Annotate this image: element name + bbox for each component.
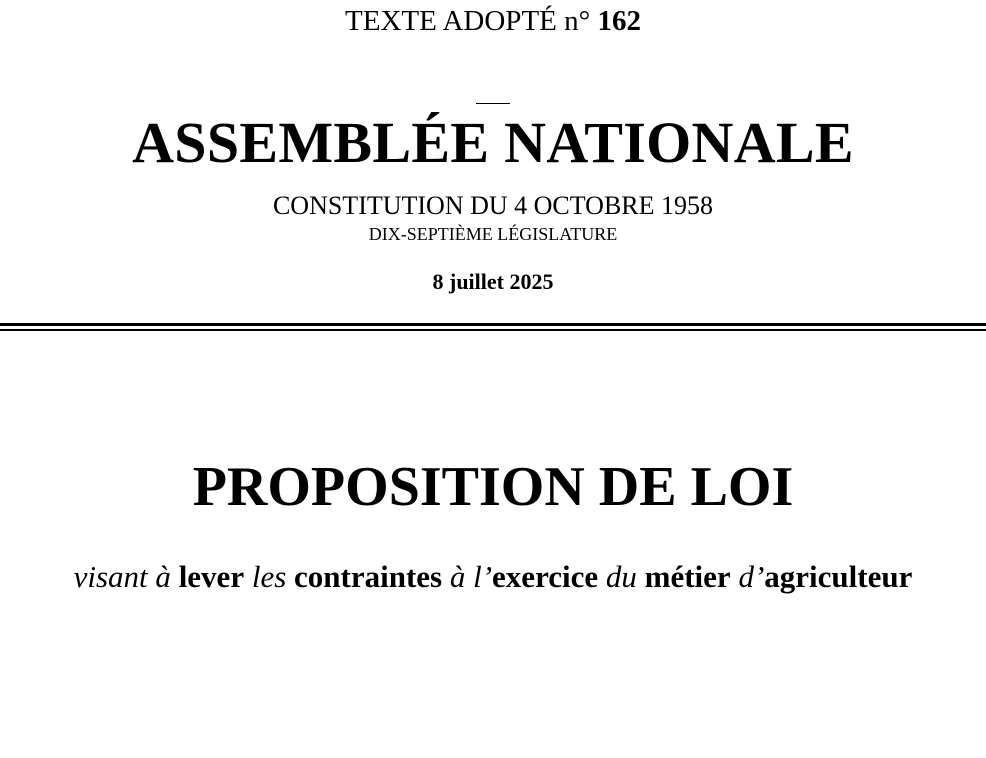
document-title: PROPOSITION DE LOI <box>192 456 794 518</box>
subtitle-word: contraintes <box>294 559 443 594</box>
subtitle-word: à l’ <box>449 559 493 594</box>
short-separator <box>476 103 510 104</box>
adopted-text-number: 162 <box>597 5 641 37</box>
assembly-name: ASSEMBLÉE NATIONALE <box>132 110 854 175</box>
document-subtitle <box>0 561 986 592</box>
legislature-line: DIX-SEPTIÈME LÉGISLATURE <box>368 224 618 244</box>
subtitle-word: visant à <box>73 559 171 594</box>
adopted-text-prefix: TEXTE ADOPTÉ n° <box>345 5 591 37</box>
double-separator <box>0 323 986 331</box>
subtitle-word: exercice <box>492 559 599 594</box>
adopted-text-label <box>0 7 986 36</box>
subtitle-word: du <box>605 559 637 594</box>
subtitle-word: métier <box>644 559 731 594</box>
subtitle-word: d’ <box>738 559 765 594</box>
document-date: 8 juillet 2025 <box>432 269 554 294</box>
constitution-line: CONSTITUTION DU 4 OCTOBRE 1958 <box>272 191 714 220</box>
subtitle-word: agriculteur <box>764 559 913 594</box>
subtitle-word: les <box>251 559 287 594</box>
subtitle-word: lever <box>178 559 245 594</box>
